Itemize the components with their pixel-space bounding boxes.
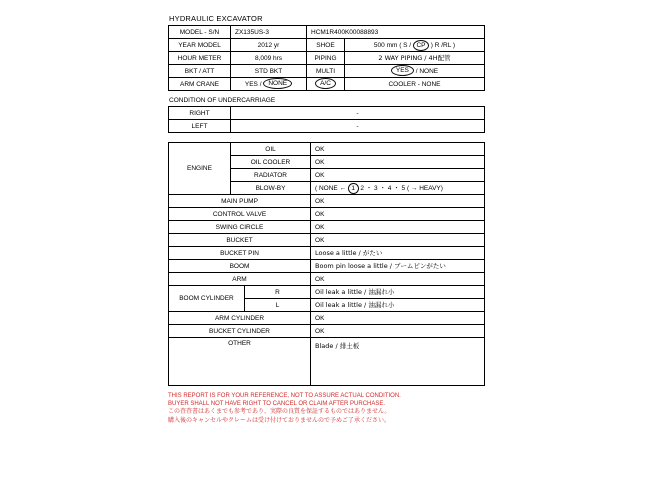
disclaimer-line-4: 購入後のキャンセルやクレームは受け付けておりませんので予めご了承ください。	[168, 416, 391, 424]
main-pump-value: OK	[311, 195, 485, 208]
table-row	[169, 234, 485, 247]
table-row	[169, 208, 485, 221]
boom-cylinder-left-mark: L	[245, 299, 311, 312]
undercarriage-table	[168, 106, 485, 133]
engine-label: ENGINE	[169, 143, 231, 195]
disclaimer-line-2: BUYER SHALL NOT HAVE RIGHT TO CANCEL OR CLAIM AFTER PURCHASE.	[168, 401, 386, 408]
bucket-pin-label: BUCKET PIN	[169, 247, 311, 260]
ac-label-cell	[307, 78, 345, 91]
disclaimer-line-3: この査査書はあくまでも参考であり、実際の良質を保証するものではありません。	[168, 408, 391, 416]
table-row	[169, 195, 485, 208]
blowby-prefix: ( NONE ←	[315, 184, 347, 192]
table-row	[169, 39, 485, 52]
arm-cylinder-value: OK	[311, 312, 485, 325]
disclaimer-line-1: THIS REPORT IS FOR YOUR REFERENCE, NOT TO ASSURE ACTUAL CONDITION.	[168, 393, 401, 399]
arm-crane-separator: /	[259, 80, 262, 88]
table-row	[169, 247, 485, 260]
bkt-att-label: BKT / ATT	[169, 65, 231, 78]
boom-cylinder-right-mark: R	[245, 286, 311, 299]
arm-cylinder-label: ARM CYLINDER	[169, 312, 311, 325]
shoe-value-cell	[345, 39, 485, 52]
year-label: YEAR MODEL	[169, 39, 231, 52]
document-title: HYDRAULIC EXCAVATOR	[169, 14, 263, 23]
table-row	[169, 338, 485, 386]
undercarriage-right-value: -	[231, 107, 485, 120]
engine-oil-cooler-value: OK	[311, 156, 485, 169]
blowby-suffix: ( → HEAVY)	[406, 184, 443, 192]
shoe-label: SHOE	[307, 39, 345, 52]
boom-cylinder-left-value: Oil leak a little / 油漏れ小	[311, 299, 485, 312]
undercarriage-section-label: CONDITION OF UNDERCARRIAGE	[169, 97, 276, 104]
table-row	[169, 120, 485, 133]
model-label: MODEL - S/N	[169, 26, 231, 39]
hour-meter-value: 8,009 hrs	[231, 52, 307, 65]
boom-cylinder-right-value: Oil leak a little / 油漏れ小	[311, 286, 485, 299]
shoe-size: 500	[373, 41, 385, 49]
engine-oil-label: OIL	[231, 143, 311, 156]
bucket-pin-value: Loose a little / がたい	[311, 247, 485, 260]
shoe-rest: ) R /RL )	[430, 41, 456, 49]
ac-label-circled: A/C	[315, 78, 336, 89]
control-valve-label: CONTROL VALVE	[169, 208, 311, 221]
multi-none: NONE	[419, 67, 439, 75]
bkt-att-value: STD BKT	[231, 65, 307, 78]
table-row	[169, 221, 485, 234]
year-value: 2012 yr	[231, 39, 307, 52]
boom-label: BOOM	[169, 260, 311, 273]
engine-oil-cooler-label: OIL COOLER	[231, 156, 311, 169]
other-value: Blade / 排土板	[311, 338, 485, 386]
bucket-value: OK	[311, 234, 485, 247]
bucket-cylinder-value: OK	[311, 325, 485, 338]
table-row	[169, 26, 485, 39]
serial-value: HCM1R400K00088893	[307, 26, 485, 39]
other-label: OTHER	[169, 338, 311, 386]
arm-label: ARM	[169, 273, 311, 286]
swing-circle-label: SWING CIRCLE	[169, 221, 311, 234]
table-row	[169, 312, 485, 325]
arm-crane-label: ARM CRANE	[169, 78, 231, 91]
multi-value-cell	[345, 65, 485, 78]
undercarriage-left-value: -	[231, 120, 485, 133]
boom-value: Boom pin loose a little / ブームピンがたい	[311, 260, 485, 273]
undercarriage-left-label: LEFT	[169, 120, 231, 133]
engine-blowby-label: BLOW-BY	[231, 182, 311, 195]
disclaimer-notes	[168, 392, 484, 425]
piping-label: PIPING	[307, 52, 345, 65]
engine-oil-value: OK	[311, 143, 485, 156]
shoe-unit: mm ( S /	[386, 41, 412, 49]
table-row	[169, 143, 485, 156]
bucket-cylinder-label: BUCKET CYLINDER	[169, 325, 311, 338]
ac-value: COOLER - NONE	[345, 78, 485, 91]
blowby-scale: 2 ・ 3 ・ 4 ・ 5	[360, 184, 406, 192]
main-pump-label: MAIN PUMP	[169, 195, 311, 208]
arm-crane-none-circled: NONE	[263, 78, 292, 89]
multi-yes-circled: YES	[391, 65, 414, 76]
multi-separator: /	[415, 67, 418, 75]
blowby-level-circled: 1	[348, 183, 359, 194]
engine-blowby-value-cell	[311, 182, 485, 195]
multi-label: MULTI	[307, 65, 345, 78]
bucket-label: BUCKET	[169, 234, 311, 247]
table-row	[169, 273, 485, 286]
piping-value: 2 WAY PIPING / 4H配管	[345, 52, 485, 65]
control-valve-value: OK	[311, 208, 485, 221]
arm-crane-yes: YES	[244, 80, 258, 88]
swing-circle-value: OK	[311, 221, 485, 234]
table-row	[169, 286, 485, 299]
table-row	[169, 107, 485, 120]
arm-crane-value-cell	[231, 78, 307, 91]
table-row	[169, 52, 485, 65]
spec-table	[168, 25, 485, 91]
undercarriage-right-label: RIGHT	[169, 107, 231, 120]
inspection-sheet	[168, 14, 484, 425]
engine-radiator-value: OK	[311, 169, 485, 182]
arm-value: OK	[311, 273, 485, 286]
table-row	[169, 78, 485, 91]
boom-cylinder-label: BOOM CYLINDER	[169, 286, 245, 312]
table-row	[169, 65, 485, 78]
condition-table	[168, 142, 485, 386]
table-row	[169, 325, 485, 338]
shoe-cp-circled: CP	[413, 40, 429, 51]
model-value: ZX135US-3	[231, 26, 307, 39]
hour-meter-label: HOUR METER	[169, 52, 231, 65]
table-row	[169, 260, 485, 273]
engine-radiator-label: RADIATOR	[231, 169, 311, 182]
